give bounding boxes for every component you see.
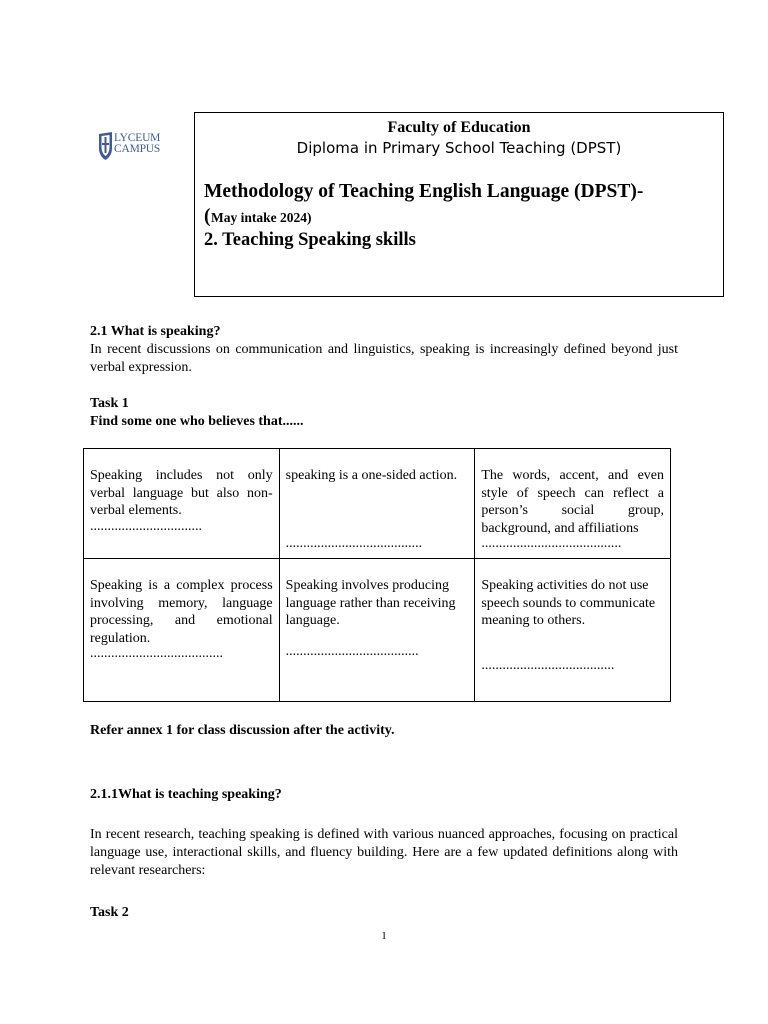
table-cell bbox=[279, 449, 475, 559]
page-number: 1 bbox=[381, 930, 387, 942]
answer-blank[interactable]: ...................................... bbox=[90, 646, 223, 661]
faculty-title: Faculty of Education bbox=[387, 119, 531, 136]
table-row bbox=[84, 559, 671, 702]
table-cell bbox=[84, 449, 280, 559]
cell-statement: Speaking is a complex process involving memory, language processing, and emotional regulation. bbox=[90, 578, 273, 646]
cell-statement: Speaking includes not only verbal language but also non-verbal elements. bbox=[90, 468, 273, 518]
answer-blank[interactable]: ................................ bbox=[90, 518, 202, 534]
table-cell bbox=[279, 559, 475, 702]
intake-paren: ( bbox=[204, 206, 211, 227]
section-paragraph-teaching-speaking: In recent research, teaching speaking is defined with various nuanced approaches, focusing on practical language use, interactional skills, and fluency building. Here are a few updated definitions along with relevant researchers: bbox=[90, 827, 678, 878]
logo-wordmark bbox=[114, 133, 160, 155]
task2-title: Task 2 bbox=[90, 905, 129, 920]
table-cell bbox=[475, 559, 671, 702]
answer-blank[interactable]: ........................................ bbox=[481, 536, 622, 551]
task1-table bbox=[83, 448, 671, 702]
cell-statement: Speaking activities do not use speech sounds to communicate meaning to others. bbox=[481, 578, 656, 628]
table-cell bbox=[84, 559, 280, 702]
logo-line-1: LYCEUM bbox=[114, 132, 161, 144]
annex-note: Refer annex 1 for class discussion after the activity. bbox=[90, 723, 395, 738]
task1-title: Task 1 bbox=[90, 396, 129, 411]
section-paragraph-speaking: In recent discussions on communication and linguistics, speaking is increasingly defined beyond just verbal expression. bbox=[90, 342, 678, 375]
topic-title: 2. Teaching Speaking skills bbox=[204, 230, 416, 250]
answer-blank[interactable]: ...................................... bbox=[481, 658, 615, 673]
table-row bbox=[84, 449, 671, 559]
table-cell bbox=[475, 449, 671, 559]
intake-label: May intake 2024) bbox=[211, 210, 312, 225]
cell-statement: The words, accent, and even style of speech can reflect a person’s social group, background, and affiliations bbox=[481, 468, 664, 536]
logo-line-2: CAMPUS bbox=[114, 143, 161, 155]
answer-blank[interactable]: ...................................... bbox=[285, 643, 419, 659]
cell-statement: Speaking involves producing language rather than receiving language. bbox=[285, 578, 456, 628]
task1-subtitle: Find some one who believes that...... bbox=[90, 414, 304, 429]
answer-blank[interactable]: ....................................... bbox=[285, 536, 423, 551]
diploma-title: Diploma in Primary School Teaching (DPST) bbox=[296, 139, 622, 157]
section-heading-what-is-speaking: 2.1 What is speaking? bbox=[90, 324, 221, 339]
section-heading-teaching-speaking: 2.1.1What is teaching speaking? bbox=[90, 787, 282, 802]
cell-statement: speaking is a one-sided action. bbox=[285, 468, 458, 483]
course-title: Methodology of Teaching English Language (DPST)- bbox=[204, 181, 644, 202]
